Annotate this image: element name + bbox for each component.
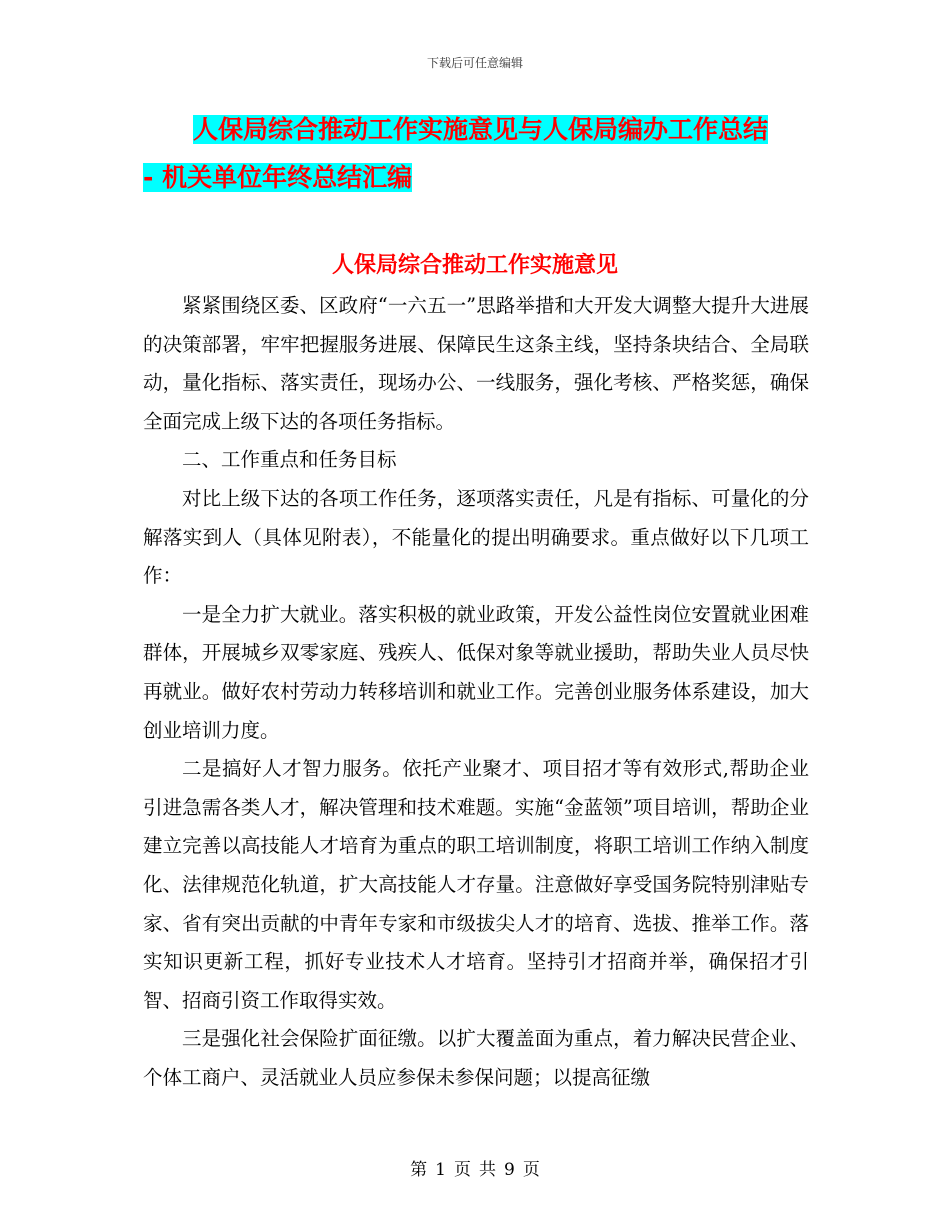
section-title: 人保局综合推动工作实施意见 (331, 253, 618, 278)
footer-total-pages: 9 (504, 1160, 515, 1180)
header-note: 下载后可任意编辑 (426, 56, 523, 70)
document-title (143, 106, 833, 202)
footer-page-word: 页 (454, 1160, 471, 1180)
footer-total-word: 共 (479, 1160, 496, 1180)
paragraph: 二、工作重点和任务目标 (182, 448, 397, 472)
title-line-2 (143, 154, 833, 202)
footer-page-number: 1 (435, 1160, 446, 1180)
paragraph: 对比上级下达的各项工作任务，逐项落实责任，凡是有指标、可量化的分解落实到人（具体见附表），不能量化的提出明确要求。重点做好以下几项工作： (143, 486, 809, 588)
paragraph: 三是强化社会保险扩面征缴。以扩大覆盖面为重点，着力解决民营企业、个体工商户、灵活就业人员应参保未参保问题；以提高征缴 (143, 1027, 809, 1089)
footer-suffix: 页 (522, 1160, 540, 1180)
title-line-1-text: 人保局综合推动工作实施意见与人保局编办工作总结 (193, 115, 769, 144)
paragraph: 二是搞好人才智力服务。依托产业聚才、项目招才等有效形式,帮助企业引进急需各类人才，解决管理和技术难题。实施“金蓝领”项目培训，帮助企业建立完善以高技能人才培育为重点的职工培训制度，将职工培训工作纳入制度化、法律规范化轨道，扩大高技能人才存量。注意做好享受国务院特别津贴专家、省有突出贡献的中青年专家和市级拔尖人才的培育、选拔、推举工作。落实知识更新工程，抓好专业技术人才培育。坚持引才招商并举，确保招才引智、招商引资工作取得实效。 (143, 757, 809, 1012)
footer-prefix: 第 (410, 1160, 428, 1180)
paragraph: 紧紧围绕区委、区政府“一六五一”思路举措和大开发大调整大提升大进展的决策部署，牢牢把握服务进展、保障民生这条主线，坚持条块结合、全局联动，量化指标、落实责任，现场办公、一线服务，强化考核、严格奖惩，确保全面完成上级下达的各项任务指标。 (143, 294, 809, 433)
body-content (143, 287, 809, 1097)
title-line-2-text: - 机关单位年终总结汇编 (143, 163, 413, 192)
page-footer (0, 1155, 950, 1180)
title-line-1 (143, 106, 833, 154)
paragraph: 一是全力扩大就业。落实积极的就业政策，开发公益性岗位安置就业困难群体，开展城乡双零家庭、残疾人、低保对象等就业援助，帮助失业人员尽快再就业。做好农村劳动力转移培训和就业工作。完善创业服务体系建设，加大创业培训力度。 (143, 602, 809, 742)
